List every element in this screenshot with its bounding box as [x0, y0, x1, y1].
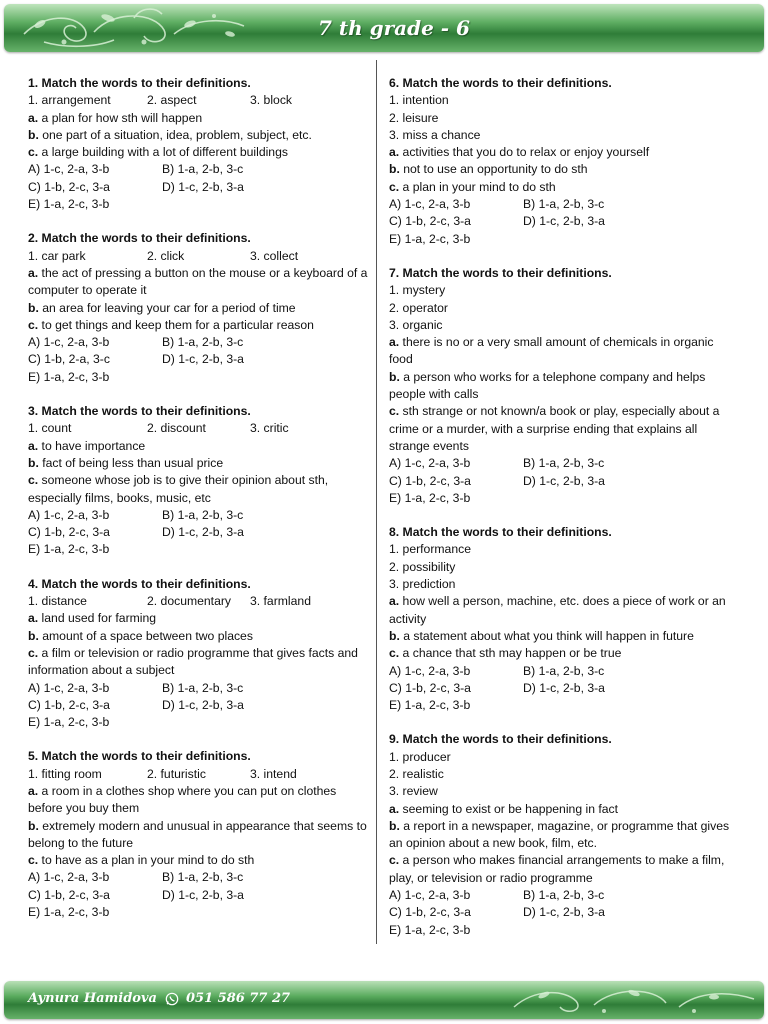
definition-text: activities that you do to relax or enjoy yourself [399, 145, 650, 160]
definition-text: a person who makes financial arrangements to make a film, play, or television or radio programme [389, 853, 725, 885]
definition-text: a plan for how sth will happen [38, 110, 203, 125]
answer-option: D) 1-c, 2-b, 3-a [523, 214, 605, 229]
definition [28, 610, 370, 627]
definition-text: a large building with a lot of different buildings [38, 145, 288, 160]
definition-text: sth strange or not known/a book or play, especially about a crime or a murder, with a surprise ending that explains all strange events [389, 404, 720, 453]
answer-option: C) 1-b, 2-c, 3-a [28, 525, 110, 540]
word-item: 1. arrangement [28, 93, 111, 108]
word-item: 2. leisure [389, 110, 439, 125]
answer-option: C) 1-b, 2-c, 3-a [389, 473, 471, 488]
word-item: 1. intention [389, 93, 449, 108]
question-block [389, 524, 739, 714]
answer-option: E) 1-a, 2-c, 3-b [389, 698, 471, 713]
question-title: 4. Match the words to their definitions. [28, 576, 251, 591]
answer-options-row [28, 179, 370, 196]
answer-option: B) 1-a, 2-b, 3-c [162, 680, 244, 695]
definition-text: one part of a situation, idea, problem, subject, etc. [38, 127, 312, 142]
definition-letter: c. [389, 853, 400, 868]
definition-text: someone whose job is to give their opinion about sth, especially films, books, music, etc [28, 473, 329, 505]
phone-number: 051 586 77 27 [186, 991, 291, 1006]
definition-text: a statement about what you think will happen in future [399, 628, 694, 643]
word-item: 3. farmland [250, 594, 311, 609]
answer-options-row [28, 680, 370, 697]
question-block [28, 403, 370, 559]
page-header [4, 4, 764, 52]
definition [389, 144, 739, 161]
page-footer [4, 981, 764, 1019]
definition [28, 144, 370, 161]
answer-option: A) 1-c, 2-a, 3-b [28, 870, 110, 885]
answer-option: C) 1-b, 2-c, 3-a [389, 905, 471, 920]
definition-letter: b. [28, 455, 39, 470]
definition [28, 783, 370, 818]
left-column [28, 75, 370, 938]
answer-options-row [389, 922, 739, 939]
answer-option: A) 1-c, 2-a, 3-b [389, 888, 471, 903]
word-item: 2. realistic [389, 766, 444, 781]
definition-text: seeming to exist or be happening in fact [399, 801, 619, 816]
answer-option: A) 1-c, 2-a, 3-b [389, 663, 471, 678]
answer-option: D) 1-c, 2-b, 3-a [523, 680, 605, 695]
answer-options-row [389, 680, 739, 697]
answer-option: D) 1-c, 2-b, 3-a [162, 887, 244, 902]
definition-text: to have as a plan in your mind to do sth [38, 853, 255, 868]
answer-options-row [28, 887, 370, 904]
definition-letter: c. [28, 645, 39, 660]
answer-option: A) 1-c, 2-a, 3-b [28, 162, 110, 177]
answer-option: C) 1-b, 2-c, 3-a [28, 179, 110, 194]
answer-options-row [389, 904, 739, 921]
definition-letter: a. [28, 611, 39, 626]
answer-options-row [28, 697, 370, 714]
definition [389, 628, 739, 645]
answer-option: C) 1-b, 2-c, 3-a [389, 214, 471, 229]
definition-text: a plan in your mind to do sth [399, 179, 556, 194]
question-title: 2. Match the words to their definitions. [28, 231, 251, 246]
answer-option: E) 1-a, 2-c, 3-b [389, 922, 471, 937]
definition [389, 403, 739, 455]
answer-option: C) 1-b, 2-a, 3-c [28, 352, 110, 367]
word-item: 1. distance [28, 594, 87, 609]
definition [389, 852, 739, 887]
definition [28, 438, 370, 455]
word-list [28, 766, 370, 783]
word-item: 2. futuristic [147, 766, 206, 781]
word-item: 1. mystery [389, 283, 446, 298]
answer-option: B) 1-a, 2-b, 3-c [162, 162, 244, 177]
word-item: 2. click [147, 248, 185, 263]
right-column [389, 75, 739, 956]
answer-options-row [28, 196, 370, 213]
question-title: 8. Match the words to their definitions. [389, 525, 612, 540]
answer-option: E) 1-a, 2-c, 3-b [389, 231, 471, 246]
definition-text: how well a person, machine, etc. does a piece of work or an activity [389, 594, 726, 626]
answer-option: D) 1-c, 2-b, 3-a [162, 352, 244, 367]
word-item: 2. aspect [147, 93, 197, 108]
word-item: 2. documentary [147, 594, 232, 609]
answer-options-row [28, 507, 370, 524]
word-list [28, 92, 370, 109]
answer-option: A) 1-c, 2-a, 3-b [28, 680, 110, 695]
answer-options-row [389, 663, 739, 680]
definition-letter: a. [389, 801, 400, 816]
question-block [28, 75, 370, 213]
definition-text: land used for farming [38, 611, 157, 626]
question-title: 7. Match the words to their definitions. [389, 265, 612, 280]
word-item: 2. discount [147, 421, 206, 436]
word-item: 3. review [389, 784, 438, 799]
answer-option: A) 1-c, 2-a, 3-b [28, 335, 110, 350]
answer-option: E) 1-a, 2-c, 3-b [28, 905, 110, 920]
definition [28, 110, 370, 127]
word-item: 3. miss a chance [389, 127, 481, 142]
answer-options-row [389, 231, 739, 248]
definition-text: a film or television or radio programme that gives facts and information about a subject [28, 645, 358, 678]
answer-options-row [28, 524, 370, 541]
answer-options-row [389, 490, 739, 507]
answer-option: E) 1-a, 2-c, 3-b [28, 715, 110, 730]
definition-letter: a. [389, 145, 400, 160]
definition-text: an area for leaving your car for a period of time [38, 300, 296, 315]
definition [389, 161, 739, 178]
definition [389, 593, 739, 628]
definition-letter: a. [389, 594, 400, 609]
answer-option: A) 1-c, 2-a, 3-b [389, 197, 471, 212]
definition-letter: c. [389, 179, 400, 194]
question-title: 1. Match the words to their definitions. [28, 76, 251, 90]
definition-text: to have importance [38, 438, 146, 453]
definition-letter: a. [28, 110, 39, 125]
answer-option: E) 1-a, 2-c, 3-b [389, 490, 471, 505]
question-title: 6. Match the words to their definitions. [389, 76, 612, 90]
question-block [28, 576, 370, 732]
definition-letter: b. [389, 628, 400, 643]
definition [28, 852, 370, 869]
definition [28, 645, 370, 680]
definition [28, 300, 370, 317]
definition-text: fact of being less than usual price [38, 455, 224, 470]
word-item: 1. fitting room [28, 766, 102, 781]
definition-letter: c. [28, 853, 39, 868]
answer-options-row [28, 334, 370, 351]
definition [389, 334, 739, 369]
answer-options-row [28, 904, 370, 921]
answer-option: E) 1-a, 2-c, 3-b [28, 542, 110, 557]
definition-text: to get things and keep them for a particular reason [38, 317, 314, 332]
word-item: 1. count [28, 421, 72, 436]
definition [389, 818, 739, 853]
answer-options-row [28, 714, 370, 731]
answer-options-row [389, 887, 739, 904]
word-item: 3. critic [250, 421, 289, 436]
question-block [389, 265, 739, 507]
answer-options-row [389, 196, 739, 213]
question-block [28, 748, 370, 921]
column-divider [376, 60, 377, 944]
definition [389, 801, 739, 818]
definition-text: a room in a clothes shop where you can put on clothes before you buy them [28, 783, 337, 816]
definition [389, 369, 739, 404]
answer-options-row [28, 541, 370, 558]
answer-options-row [389, 213, 739, 230]
definition-letter: b. [389, 818, 400, 833]
definition-letter: c. [389, 646, 400, 661]
answer-option: B) 1-a, 2-b, 3-c [523, 197, 605, 212]
answer-options-row [28, 369, 370, 386]
word-item: 3. block [250, 93, 293, 108]
definition [389, 645, 739, 662]
answer-option: B) 1-a, 2-b, 3-c [162, 335, 244, 350]
definition [28, 818, 370, 853]
answer-option: E) 1-a, 2-c, 3-b [28, 197, 110, 212]
answer-option: D) 1-c, 2-b, 3-a [162, 179, 244, 194]
answer-option: D) 1-c, 2-b, 3-a [523, 905, 605, 920]
definition-letter: b. [389, 369, 400, 384]
answer-option: B) 1-a, 2-b, 3-c [162, 507, 244, 522]
definition [28, 455, 370, 472]
answer-options-row [389, 455, 739, 472]
definition-letter: b. [28, 818, 39, 833]
whatsapp-icon [165, 992, 179, 1006]
definition-text: extremely modern and unusual in appearance that seems to belong to the future [28, 818, 367, 850]
answer-option: B) 1-a, 2-b, 3-c [523, 888, 605, 903]
definition-text: a chance that sth may happen or be true [399, 646, 622, 661]
answer-option: B) 1-a, 2-b, 3-c [162, 870, 244, 885]
question-title: 5. Match the words to their definitions. [28, 749, 251, 764]
definition-letter: c. [389, 404, 400, 419]
answer-options-row [389, 473, 739, 490]
question-block [389, 75, 739, 248]
answer-option: E) 1-a, 2-c, 3-b [28, 369, 110, 384]
definition-letter: c. [28, 473, 39, 488]
definition [389, 179, 739, 196]
word-item: 1. performance [389, 542, 471, 557]
definition-letter: c. [28, 317, 39, 332]
answer-options-row [28, 351, 370, 368]
definition-letter: a. [389, 335, 400, 350]
definition-letter: b. [389, 162, 400, 177]
definition [28, 317, 370, 334]
word-item: 3. prediction [389, 577, 456, 592]
definition-letter: a. [28, 438, 39, 453]
definition-text: not to use an opportunity to do sth [399, 162, 588, 177]
answer-option: D) 1-c, 2-b, 3-a [162, 525, 244, 540]
definition-text: a person who works for a telephone company and helps people with calls [389, 369, 706, 402]
answer-options-row [28, 161, 370, 178]
word-item: 3. intend [250, 766, 297, 781]
page-title: 7 th grade - 6 [318, 16, 470, 40]
definition [28, 127, 370, 144]
answer-option: C) 1-b, 2-c, 3-a [28, 697, 110, 712]
word-item: 1. producer [389, 749, 451, 764]
definition-text: the act of pressing a button on the mouse or a keyboard of a computer to operate it [28, 265, 368, 298]
definition-letter: b. [28, 127, 39, 142]
definition-text: there is no or a very small amount of chemicals in organic food [389, 335, 714, 367]
definition-text: a report in a newspaper, magazine, or programme that gives an opinion about a new book, film, etc. [389, 818, 730, 851]
answer-option: D) 1-c, 2-b, 3-a [162, 697, 244, 712]
definition [28, 628, 370, 645]
word-list [28, 248, 370, 265]
answer-options-row [389, 697, 739, 714]
answer-option: B) 1-a, 2-b, 3-c [523, 456, 605, 471]
answer-option: D) 1-c, 2-b, 3-a [523, 473, 605, 488]
definition [28, 472, 370, 507]
word-item: 2. operator [389, 300, 448, 315]
word-list [28, 420, 370, 437]
answer-option: C) 1-b, 2-c, 3-a [28, 887, 110, 902]
question-title: 9. Match the words to their definitions. [389, 732, 612, 747]
question-title: 3. Match the words to their definitions. [28, 404, 251, 419]
answer-option: B) 1-a, 2-b, 3-c [523, 663, 605, 678]
definition-letter: a. [28, 265, 39, 280]
floral-ornament-icon [504, 981, 764, 1019]
word-list [28, 593, 370, 610]
definition-letter: b. [28, 300, 39, 315]
definition-text: amount of a space between two places [38, 628, 253, 643]
word-item: 1. car park [28, 248, 86, 263]
answer-options-row [28, 869, 370, 886]
definition [28, 265, 370, 300]
answer-option: A) 1-c, 2-a, 3-b [28, 507, 110, 522]
question-block [28, 230, 370, 386]
definition-letter: c. [28, 145, 39, 160]
word-item: 3. organic [389, 317, 443, 332]
answer-option: C) 1-b, 2-c, 3-a [389, 680, 471, 695]
author-name: Aynura Hamidova [28, 991, 157, 1006]
question-block [389, 731, 739, 939]
word-item: 2. possibility [389, 559, 456, 574]
definition-letter: a. [28, 783, 39, 798]
definition-letter: b. [28, 628, 39, 643]
word-item: 3. collect [250, 248, 299, 263]
answer-option: A) 1-c, 2-a, 3-b [389, 456, 471, 471]
